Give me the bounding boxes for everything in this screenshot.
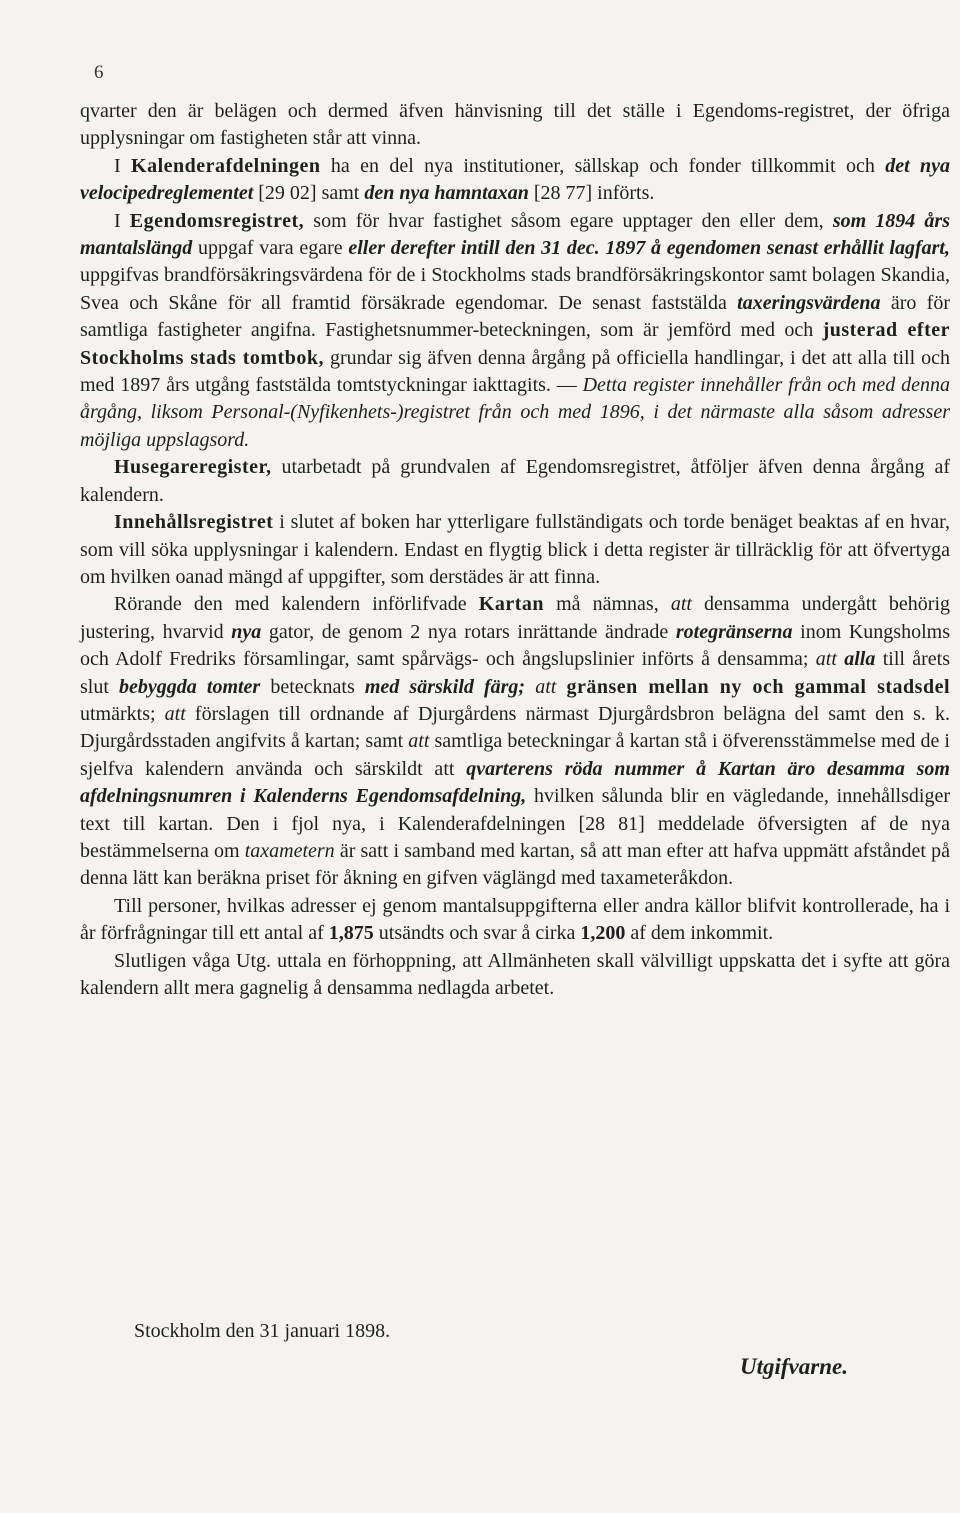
paragraph-slutligen: Slutligen våga Utg. uttala en förhoppning, att Allmänheten skall välvilligt uppskatta det i syfte att göra kalendern allt mera gagnelig å densamma nedlagda arbetet. [80,949,950,999]
paragraph-kartan: Rörande den med kalendern införlifvade Kartan må nämnas, att densamma undergått behörig justering, hvarvid nya gator, de genom 2 nya rotars inrättande ändrade rotegränserna inom Kungsholms och Adolf Fredriks församlingar, samt spårvägs- och ångslupslinier införts å densamma; att alla till årets slut bebyggda tomter betecknats med särskild färg; att gränsen mellan ny och gammal stadsdel utmärkts; att förslagen till ordnande af Djurgårdens närmast Djurgårdsbron belägna del samt den s. k. Djurgårdsstaden angifvits å kartan; samt att samtliga beteckningar å kartan stå i öfverensstämmelse med de i sjelfva kalendern använda och särskildt att qvarterens röda nummer å Kartan äro desamma som afdelningsnumren i Kalenderns Egendomsafdelning, hvilken sålunda blir en vägledande, innehållsdiger text till kartan. Den i fjol nya, i Kalenderafdelningen [28 81] meddelade öfversigten af de nya bestämmelserna om taxametern är satt i samband med kartan, så att man efter att hafva uppmätt afståndet på denna lätt kan beräkna priset för åkning en gifven väglängd med taxameteråkdon. [80,593,951,890]
number-1875: 1,875 [328,922,374,945]
body-text [80,98,950,1002]
term-innehallsregistret: Innehållsregistret [114,511,274,534]
paragraph-adresser: Till personer, hvilkas adresser ej genom mantalsuppgifterna eller andra källor blifvit kontrollerade, ha i år förfrågningar till ett antal af 1,875 utsändts och svar å cirka 1,200 af dem inkommit. [80,894,950,945]
term-taxametern: taxametern [244,839,335,862]
term-egendomsregistret: Egendomsregistret, [129,209,305,232]
date-line: Stockholm den 31 januari 1898. [134,1320,391,1342]
term-rotegranserna: rotegränserna [675,620,793,643]
term-bebyggda-tomter: bebyggda tomter [119,675,261,698]
term-taxeringsvardena: taxeringsvärdena [737,291,881,314]
paragraph-kalenderafdelningen: I Kalenderafdelningen ha en del nya institutioner, sällskap och fonder tillkommit och det nya velocipedreglementet [29 02] samt den nya hamntaxan [28 77] införts. [80,154,950,205]
number-1200: 1,200 [580,922,626,945]
signature: Utgifvarne. [740,1354,848,1379]
paragraph-continuation: qvarter den är belägen och dermed äfven hänvisning till det ställe i Egendoms-registret, der öfriga upplysningar om fastigheten står att vinna. [80,100,950,150]
term-mantalslangd: som 1894 års mantalslängd [80,209,950,260]
paragraph-egendomsregistret: I Egendomsregistret, som för hvar fastighet såsom egare upptager den eller dem, som 1894 års mantalslängd uppgaf vara egare eller derefter intill den 31 dec. 1897 å egendomen senast erhållit lagfart, uppgifvas brandförsäkringsvärdena för de i Stockholms stads brandförsäkringskontor samt bolagen Skandia, Svea och Skåne för all framtid försäkrade egendomar. De senast faststälda taxeringsvärdena äro för samtliga fastigheter angifna. Fastighetsnummer-beteckningen, som är jemförd med och justerad efter Stockholms stads tomtbok, grundar sig äfven denna årgång på officiella handlingar, i det att alla till och med 1897 års utgång faststälda tomtstyckningar iakttagits. — Detta register innehåller från och med denna årgång, liksom Personal-(Nyfikenhets-)registret från och med 1896, i det närmaste alla såsom adresser möjliga uppslagsord. [80,209,951,451]
term-qvarterens-roda-nummer: qvarterens röda nummer å Kartan äro desamma som afdelningsnumren i Kalenderns Egendomsafdelning, [80,757,950,808]
paragraph-husegareregister: Husegareregister, utarbetadt på grundvalen af Egendomsregistret, åtföljer äfven denna årgång af kalendern. [80,456,950,506]
page-number: 6 [94,62,104,83]
italic-register-note: Detta register innehåller från och med denna årgång, liksom Personal-(Nyfikenhets-)registret från och med 1896, i det närmaste alla såsom adresser möjliga uppslagsord. [80,374,951,451]
term-sarskild-farg: med särskild färg; [364,675,526,698]
term-velocipedreglementet: det nya velocipedreglementet [80,154,950,205]
term-justerad-tomtbok: justerad efter Stockholms stads tomtbok, [80,319,950,369]
term-kartan: Kartan [478,593,544,616]
term-hamntaxan: den nya hamntaxan [364,182,529,205]
term-gransen: gränsen mellan ny och gammal stadsdel [566,675,951,698]
term-husegareregister: Husegareregister, [114,456,272,479]
paragraph-innehallsregistret: Innehållsregistret i slutet af boken har ytterligare fullständigats och torde benäget beaktas af en hvar, som vill söka upplysningar i kalendern. Endast en flygtig blick i detta register är tillräcklig för att öfvertyga om hvilken oanad mängd af uppgifter, som derstädes är att finna. [80,511,950,588]
term-kalenderafdelningen: Kalenderafdelningen [131,154,321,177]
term-lagfart: eller derefter intill den 31 dec. 1897 å egendomen senast erhållit lagfart, [348,237,950,260]
